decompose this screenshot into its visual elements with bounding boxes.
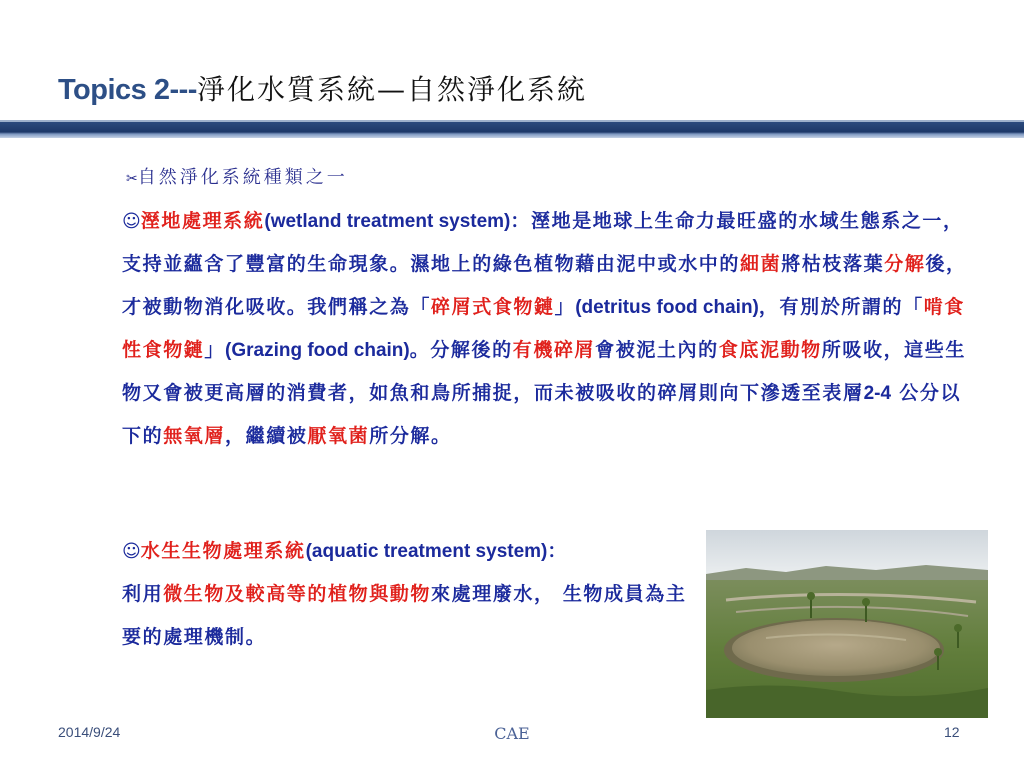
wetland-paragraph bbox=[122, 200, 967, 458]
wetland-colon: ： bbox=[510, 210, 531, 232]
highlight-organisms: 微生物及較高等的植物與動物 bbox=[163, 583, 432, 605]
aquatic-text-1: 利用 bbox=[122, 583, 164, 605]
title-divider bbox=[0, 120, 1024, 138]
grazing-chain-en: (Grazing food chain) bbox=[225, 340, 410, 361]
slide-title-en: Topics 2--- bbox=[58, 74, 197, 106]
wetland-text-1: 溼地是地球上生命力最旺盛的水域生態系之一，支持並蘊含了豐富的生命現象。濕地上的綠色植物藉由泥中或水中的 bbox=[122, 210, 964, 275]
wetland-text-12: 所分解。 bbox=[369, 425, 452, 447]
highlight-detritus-chain: 碎屑式食物鏈 bbox=[431, 296, 555, 318]
scissors-icon: ✂ bbox=[126, 171, 138, 187]
slide-title bbox=[58, 70, 587, 110]
page-number: 12 bbox=[944, 724, 960, 740]
wetland-text-11: ，繼續被 bbox=[225, 425, 308, 447]
highlight-anoxic-layer: 無氧層 bbox=[163, 425, 226, 447]
pond-illustration bbox=[706, 530, 988, 718]
wetland-title-en: (wetland treatment system) bbox=[264, 211, 511, 232]
highlight-grazing-chain: 啃食性食物鏈 bbox=[122, 296, 965, 361]
highlight-anaerobic-bacteria: 厭氧菌 bbox=[307, 425, 370, 447]
footer-label: CAE bbox=[494, 724, 530, 743]
aquatic-title-zh: 水生生物處理系統 bbox=[140, 540, 306, 562]
wetland-text-6: 」 bbox=[204, 339, 226, 361]
slide-title-zh: 淨化水質系統—自然淨化系統 bbox=[196, 73, 587, 106]
aquatic-title-en: (aquatic treatment system) bbox=[305, 541, 548, 562]
wetland-text-9: 所吸收，這些生物又會被更高層的消費者，如魚和鳥所捕捉，而未被吸收的碎屑則向下滲透至表層 bbox=[122, 339, 966, 404]
aquatic-text-2: 來處理廢水， 生物成員為主要的處理機制。 bbox=[122, 583, 687, 648]
highlight-benthic-animals: 食底泥動物 bbox=[718, 339, 822, 361]
highlight-bacteria: 細菌 bbox=[740, 253, 782, 275]
smiley-icon: ☺ bbox=[122, 541, 141, 562]
wetland-text-2: 將枯枝落葉 bbox=[781, 253, 885, 275]
wetland-title-zh: 溼地處理系統 bbox=[140, 210, 265, 232]
highlight-organic-detritus: 有機碎屑 bbox=[512, 339, 596, 361]
wetland-text-7: 。分解後的 bbox=[409, 339, 513, 361]
highlight-decompose: 分解 bbox=[884, 253, 926, 275]
wetland-text-8: 會被泥土內的 bbox=[595, 339, 719, 361]
footer-date: 2014/9/24 bbox=[58, 724, 121, 740]
wetland-text-3: 後，才被動物消化吸收。我們稱之為「 bbox=[122, 253, 967, 318]
detritus-chain-en: (detritus food chain) bbox=[575, 297, 759, 318]
aquatic-colon: ： bbox=[547, 540, 568, 562]
wetland-text-5: ，有別於所謂的「 bbox=[758, 296, 924, 318]
subheading-text: 自然淨化系統種類之一 bbox=[137, 167, 348, 188]
wetland-text-4: 」 bbox=[554, 296, 576, 318]
wetland-pond-photo bbox=[706, 530, 988, 718]
wetland-text-10: 公分以下的 bbox=[122, 382, 962, 447]
depth-range: 2-4 bbox=[863, 383, 892, 404]
smiley-icon: ☺ bbox=[122, 211, 141, 232]
aquatic-paragraph bbox=[122, 530, 697, 659]
subheading bbox=[126, 163, 348, 189]
